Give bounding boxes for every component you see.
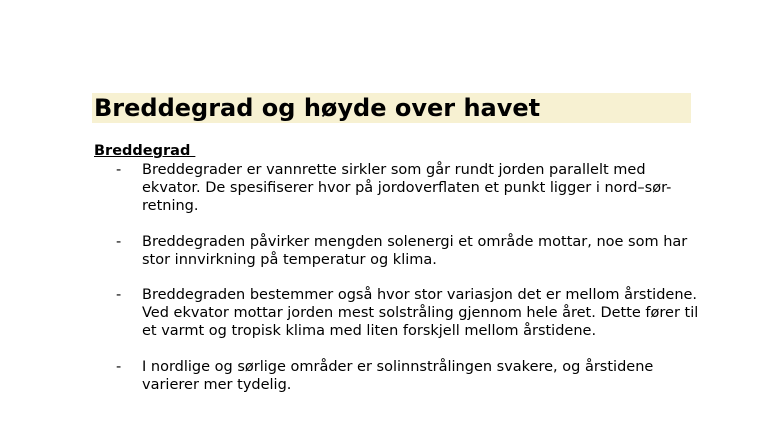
bullet-text: Breddegrader er vannrette sirkler som går rundt jorden parallelt med ekvator. De spesifiserer hvor på jordoverflaten et punkt ligger i nord–sør-retning. xyxy=(142,162,672,214)
list-item xyxy=(94,161,714,215)
list-item xyxy=(94,286,714,340)
bullet-text: Breddegraden bestemmer også hvor stor variasjon det er mellom årstidene. Ved ekvator mottar jorden mest solstråling gjennom hele året. Dette fører til et varmt og tropisk klima med liten forskjell mellom årstidene. xyxy=(142,287,699,339)
bullet-marker: - xyxy=(116,233,122,250)
bullet-list xyxy=(94,161,714,411)
bullet-marker: - xyxy=(116,287,122,303)
list-item xyxy=(94,233,714,269)
list-item xyxy=(94,358,714,394)
bullet-marker: - xyxy=(116,358,122,375)
page-title: Breddegrad og høyde over havet xyxy=(94,94,541,122)
bullet-text: I nordlige og sørlige områder er solinnstrålingen svakere, og årstidene varierer mer tydelig. xyxy=(142,358,654,393)
section-heading-breddegrad: Breddegrad xyxy=(94,143,196,159)
bullet-text: Breddegraden påvirker mengden solenergi et område mottar, noe som har stor innvirkning på temperatur og klima. xyxy=(142,233,688,268)
bullet-marker: - xyxy=(116,162,122,178)
